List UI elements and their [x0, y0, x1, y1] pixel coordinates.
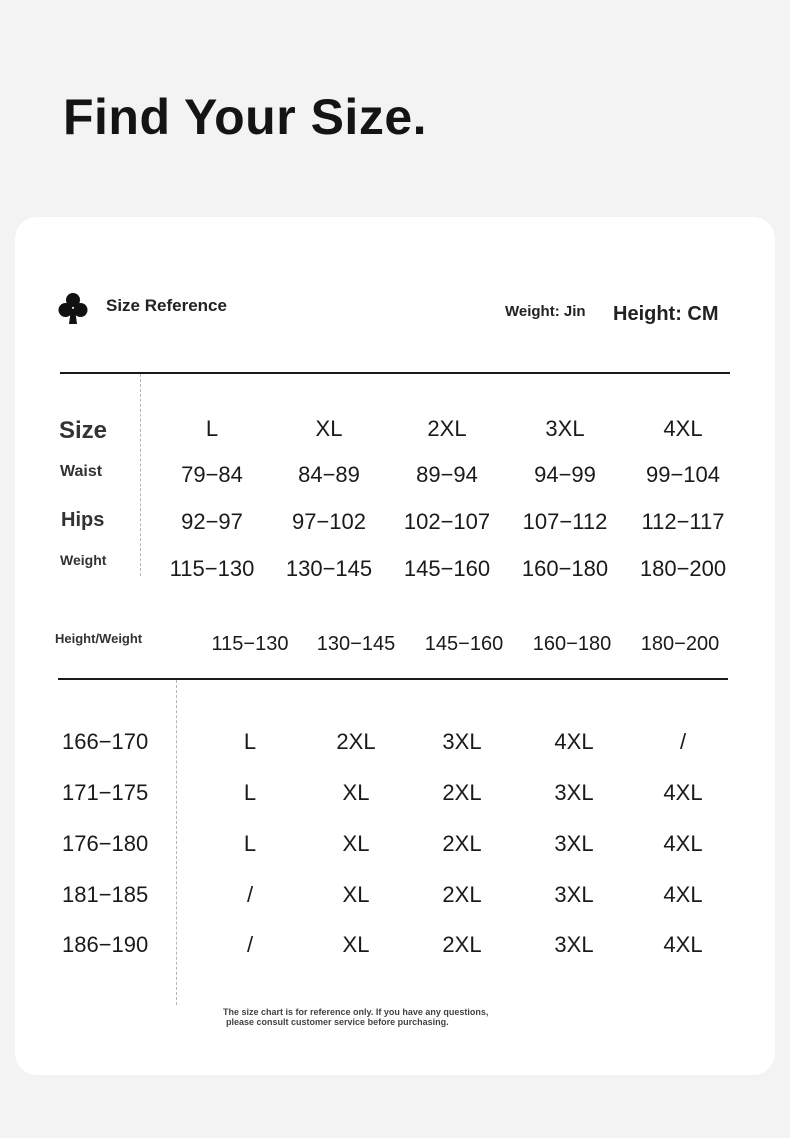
weight-value: 160−180 — [521, 556, 609, 581]
hips-value: 97−102 — [291, 509, 367, 534]
hw-size-value: 3XL — [554, 780, 594, 805]
height-unit-label: Height: CM — [613, 303, 719, 325]
hw-size-value: XL — [342, 882, 370, 907]
hips-value: 102−107 — [403, 509, 491, 534]
waist-value: 84−89 — [298, 462, 360, 487]
hw-weight-col: 160−180 — [532, 633, 612, 655]
hw-size-value: 4XL — [663, 780, 703, 805]
waist-value: 89−94 — [416, 462, 478, 487]
hw-size-value: / — [679, 729, 687, 754]
waist-value: 79−84 — [181, 462, 243, 487]
club-icon — [58, 291, 88, 327]
size-col-3xl: 3XL — [545, 416, 585, 441]
hw-size-value: 4XL — [663, 932, 703, 957]
hw-size-value: 3XL — [554, 831, 594, 856]
size-reference-label: Size Reference — [106, 296, 227, 315]
hw-size-value: 2XL — [442, 882, 482, 907]
hw-size-value: XL — [342, 831, 370, 856]
weight-unit-label: Weight: Jin — [505, 303, 586, 320]
size-col-l: L — [205, 416, 219, 441]
weight-value: 180−200 — [639, 556, 727, 581]
size-col-4xl: 4XL — [663, 416, 703, 441]
hw-size-value: 3XL — [554, 882, 594, 907]
disclaimer-note — [223, 1007, 488, 1027]
size-col-2xl: 2XL — [427, 416, 467, 441]
size-col-xl: XL — [315, 416, 343, 441]
weight-value: 145−160 — [403, 556, 491, 581]
hw-size-value: 2XL — [336, 729, 376, 754]
hips-value: 112−117 — [641, 509, 725, 534]
disclaimer-line: please consult customer service before purchasing. — [226, 1017, 449, 1027]
height-weight-corner-label: Height/Weight — [55, 631, 143, 646]
waist-value: 94−99 — [534, 462, 596, 487]
hw-size-value: / — [246, 932, 254, 957]
hw-size-value: 4XL — [554, 729, 594, 754]
hw-height-label: 176−180 — [62, 831, 149, 856]
hw-size-value: 3XL — [442, 729, 482, 754]
waist-row-label: Waist — [60, 463, 103, 480]
hw-size-value: 4XL — [663, 831, 703, 856]
hw-height-label: 166−170 — [62, 729, 149, 754]
hw-weight-col: 145−160 — [424, 633, 504, 655]
weight-value: 115−130 — [169, 556, 255, 581]
page-title: Find Your Size. — [63, 89, 428, 145]
hw-size-value: XL — [342, 932, 370, 957]
hw-table-divider — [176, 680, 177, 1005]
hw-weight-col: 130−145 — [316, 633, 396, 655]
hw-size-value: L — [243, 729, 257, 754]
hw-size-value: 2XL — [442, 932, 482, 957]
hw-size-value: L — [243, 780, 257, 805]
waist-value: 99−104 — [645, 462, 721, 487]
weight-row-label: Weight — [60, 552, 107, 568]
disclaimer-line: The size chart is for reference only. If you have any questions, — [223, 1007, 489, 1017]
hw-size-value: / — [246, 882, 254, 907]
hw-size-value: L — [243, 831, 257, 856]
size-chart-card — [15, 217, 775, 1075]
hw-size-value: 3XL — [554, 932, 594, 957]
hips-value: 107−112 — [522, 509, 608, 534]
hw-height-label: 186−190 — [62, 932, 149, 957]
size-row-label: Size — [59, 417, 108, 444]
hips-value: 92−97 — [181, 509, 243, 534]
hw-table-top-rule — [58, 678, 728, 680]
size-table-divider — [140, 374, 141, 576]
hw-height-label: 181−185 — [62, 882, 149, 907]
hw-size-value: 2XL — [442, 780, 482, 805]
hw-weight-col: 115−130 — [211, 633, 289, 655]
hw-height-label: 171−175 — [62, 780, 149, 805]
weight-value: 130−145 — [285, 556, 373, 581]
hw-size-value: 4XL — [663, 882, 703, 907]
size-table-top-rule — [60, 372, 730, 374]
hw-size-value: XL — [342, 780, 370, 805]
hw-weight-col: 180−200 — [640, 633, 720, 655]
hw-size-value: 2XL — [442, 831, 482, 856]
hips-row-label: Hips — [61, 509, 105, 531]
